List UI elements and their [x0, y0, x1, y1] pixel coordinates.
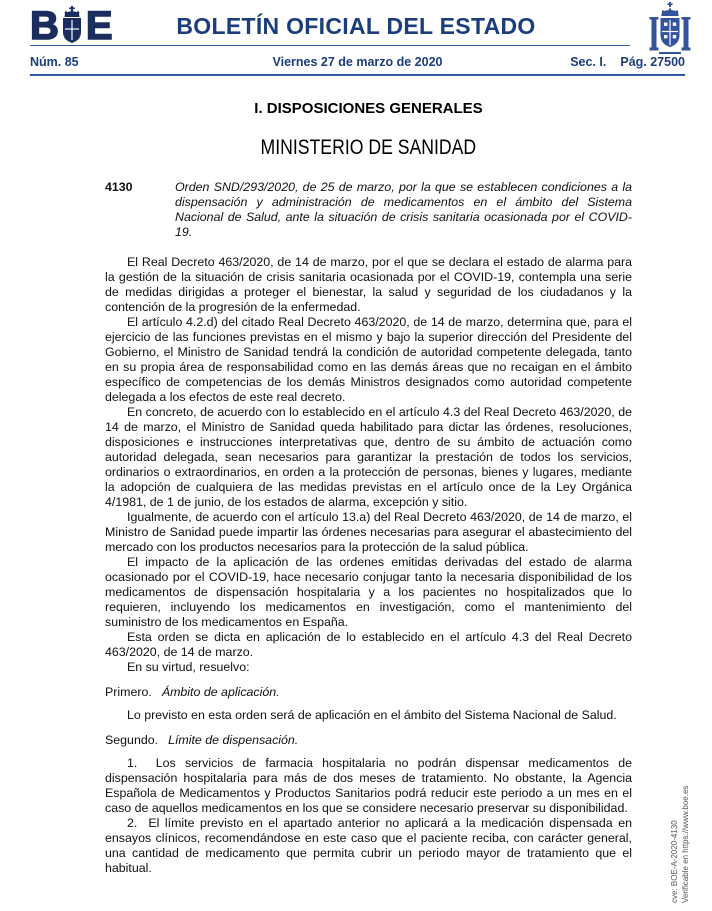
section-page [570, 55, 685, 69]
paragraph: 1. Los servicios de farmacia hospitalaria no podrán dispensar medicamentos de dispensación hospitalaria para más de dos meses de tratamiento. No obstante, la Agencia Española de Medicamentos y Productos Sanitarios podrá reducir este periodo a un mes en el caso de aquellos medicamentos en los que se considere necesario preservar su disponibilidad. [105, 756, 632, 815]
order-item-number: 4130 [105, 180, 133, 194]
paragraph: El artículo 4.2.d) del citado Real Decreto 463/2020, de 14 de marzo, determina que, para el ejercicio de las funciones previstas en el mismo y bajo la superior dirección del Presidente del Gobierno, el Ministro de Sanidad tendrá la condición de autoridad competente delegada, tanto en su propia área de responsabilidad como en las demás áreas que no recaigan en el ámbito específico de competencias de los demás Ministros designados como autoridad competente delegada a los efectos de este real decreto. [105, 315, 632, 404]
paragraph: En concreto, de acuerdo con lo establecido en el artículo 4.3 del Real Decreto 463/2020, de 14 de marzo, el Ministro de Sanidad queda habilitado para dictar las órdenes, resoluciones, disposiciones e instrucciones interpretativas que, dentro de su ámbito de actuación como autoridad delegada, sean necesarios para garantizar la prestación de todos los servicios, ordinarios o extraordinarios, en orden a la protección de personas, bienes y lugares, mediante la adopción de cualquiera de las medidas previstas en el artículo once de la Ley Orgánica 4/1981, de 1 de junio, de los estados de alarma, excepción y sitio. [105, 405, 632, 509]
issue-date: Viernes 27 de marzo de 2020 [272, 55, 443, 69]
issue-number: Núm. 85 [30, 55, 79, 69]
order-item-summary: Orden SND/293/2020, de 25 de marzo, por la que se establecen condiciones a la dispensación y administración de medicamentos en el ámbito del Sistema Nacional de Salud, ante la situación de crisis sanitaria ocasionada por el COVID-19. [175, 180, 632, 239]
header-rule-thick [30, 74, 685, 76]
paragraph: 2. El límite previsto en el apartado anterior no aplicará a la medicación dispensada en ensayos clínicos, recomendándose en este caso que el paciente reciba, con carácter general, una cantidad de medicamento que permita cubrir un periodo mayor de tratamiento que el habitual. [105, 816, 632, 875]
ministry-heading: MINISTERIO DE SANIDAD [260, 136, 477, 159]
spain-coat-of-arms-icon [648, 2, 692, 58]
page-number: Pág. 27500 [620, 55, 685, 69]
paragraph: El Real Decreto 463/2020, de 14 de marzo, por el que se declara el estado de alarma para la gestión de la situación de crisis sanitaria ocasionada por el COVID-19, contempla una serie de medidas dirigidas a proteger el bienestar, la salud y seguridad de los ciudadanos y la contención de la progresión de la enfermedad. [105, 255, 632, 314]
document-body [105, 90, 632, 876]
paragraph: Lo previsto en esta orden será de aplicación en el ámbito del Sistema Nacional de Salud. [127, 708, 617, 722]
boe-logo-letter-e: E [85, 4, 112, 48]
paragraph: Igualmente, de acuerdo con el artículo 13.a) del Real Decreto 463/2020, de 14 de marzo, el Ministro de Sanidad puede impartir las órdenes necesarias para asegurar el abastecimiento del mercado con los productos necesarios para la protección de la salud pública. [105, 510, 632, 554]
boe-logo-letter-b: B [30, 4, 58, 48]
paragraph: El impacto de la aplicación de las ordenes emitidas derivadas del estado de alarma ocasionado por el COVID-19, hace necesario conjugar tanto la necesaria disponibilidad de los medicamentos de dispensación hospitalaria y a los pacientes no hospitalizados que lo requieren, incluyendo los medicamentos en investigación, como el mantenimiento del suministro de los medicamentos en España. [105, 555, 632, 629]
article-heading-primero [105, 685, 632, 700]
article-label: Primero. [105, 685, 152, 699]
cve-code: cve: BOE-A-2020-4130 [670, 820, 679, 903]
section-label: Sec. I. [570, 55, 607, 69]
article-label: Segundo. [105, 733, 159, 747]
header-info-row [30, 55, 685, 71]
header-rule-thin [30, 45, 630, 46]
cve-strip-text [669, 786, 691, 903]
article-title: Ámbito de aplicación. [161, 685, 280, 699]
article-title: Límite de dispensación. [168, 733, 299, 747]
cve-verifiable: Verificable en https://www.boe.es [681, 785, 690, 903]
order-item [105, 180, 632, 240]
paragraph: Esta orden se dicta en aplicación de lo establecido en el artículo 4.3 del Real Decreto 463/2020, de 14 de marzo. [105, 630, 632, 659]
paragraph: En su virtud, resuelvo: [127, 660, 250, 674]
article-heading-segundo [105, 733, 632, 748]
section-heading: I. DISPOSICIONES GENERALES [254, 100, 483, 117]
masthead-title: BOLETÍN OFICIAL DEL ESTADO [176, 13, 536, 39]
